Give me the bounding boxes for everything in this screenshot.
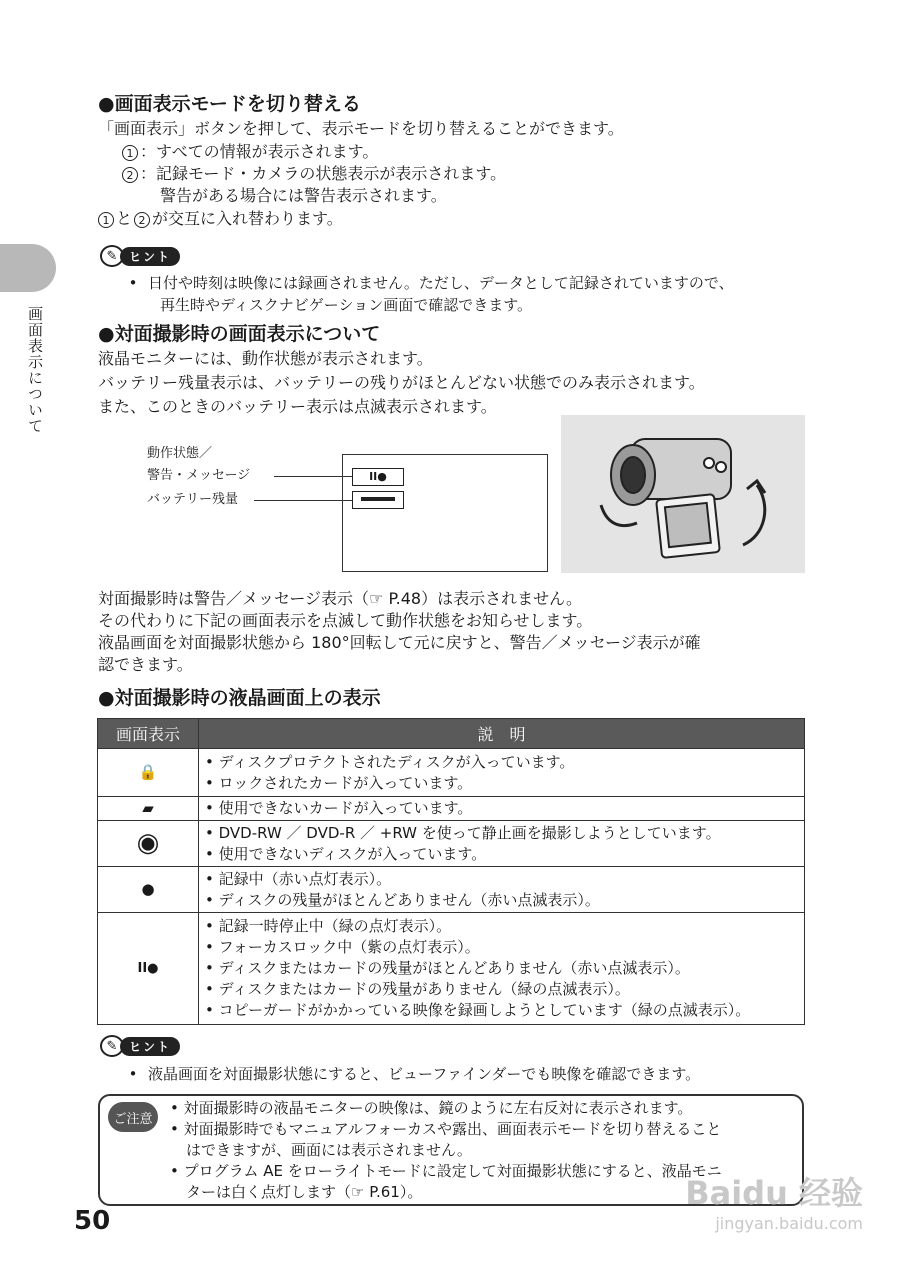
hint1-line2: 再生時やディスクナビゲーション画面で確認できます。 (160, 296, 533, 314)
table-row (98, 913, 805, 1025)
section2b-p3a: 液晶画面を対面撮影状態から 180°回転して元に戻すと、警告／メッセージ表示が確 (98, 633, 701, 652)
description-line: • 記録中（赤い点灯表示）。 (205, 869, 392, 888)
description-cell (199, 867, 805, 913)
hint-text: 日付や時刻は映像には録画されません。ただし、データとして記録されていますので、 (148, 274, 734, 292)
caution-line3-cont (186, 1182, 422, 1203)
circled-number: 2 (134, 212, 150, 228)
display-description-table (97, 718, 805, 1025)
caution-badge: ご注意 (108, 1102, 158, 1132)
column-header-display: 画面表示 (98, 719, 199, 749)
pencil-icon: ✎ (100, 245, 124, 267)
hint-text: 液晶画面を対面撮影状態にすると、ビューファインダーでも映像を確認できます。 (148, 1065, 701, 1083)
table-row (98, 749, 805, 797)
leader-line (274, 476, 352, 477)
item-text: ：記録モード・カメラの状態表示が表示されます。 (140, 164, 507, 183)
bullet-icon: • (128, 274, 138, 292)
caution-line2-cont: はできますが、画面には表示されません。 (186, 1141, 472, 1159)
record-icon: ● (98, 867, 199, 913)
caution-line3: • プログラム AE をローライトモードに設定して対面撮影状態にすると、液晶モニ (170, 1162, 722, 1180)
page-reference: P.48 (388, 589, 422, 608)
section1-item2 (120, 163, 506, 185)
table-row (98, 867, 805, 913)
text: ）は表示されません。 (421, 589, 583, 608)
section2b-p1 (98, 588, 582, 610)
description-cell (199, 749, 805, 797)
hint-badge (100, 1035, 180, 1057)
description-line: • ディスクまたはカードの残量がありません（緑の点滅表示）。 (205, 980, 630, 998)
section1-heading: ●画面表示モードを切り替える (98, 93, 361, 115)
camcorder-illustration (561, 415, 805, 573)
text: ）。 (399, 1183, 423, 1201)
hint1-line1 (118, 273, 734, 294)
pause-record-icon: II● (98, 913, 199, 1025)
description-line: • 使用できないディスクが入っています。 (205, 844, 487, 863)
description-line: • フォーカスロック中（紫の点灯表示）。 (205, 938, 480, 956)
page-reference: P.61 (369, 1183, 400, 1201)
item-text: ：すべての情報が表示されます。 (140, 142, 379, 161)
description-line: • DVD-RW ／ DVD-R ／ +RW を使って静止画を撮影しようとしています。 (205, 823, 721, 842)
hint-label: ヒント (120, 247, 180, 266)
side-tab-marker (0, 244, 56, 292)
table-header-row (98, 719, 805, 749)
circled-number: 1 (122, 145, 138, 161)
text: ターは白く点灯します（ (186, 1183, 352, 1201)
description-line: • ディスクまたはカードの残量がほとんどありません（赤い点滅表示）。 (205, 959, 690, 977)
page-reference-icon: ☞ (369, 589, 389, 608)
text: 対面撮影時は警告／メッセージ表示（ (98, 589, 370, 608)
section1-item2-cont: 警告がある場合には警告表示されます。 (160, 186, 447, 205)
section2b-p2: その代わりに下記の画面表示を点滅して動作状態をお知らせします。 (98, 611, 593, 630)
section1-item1 (120, 141, 378, 163)
diagram-label-status: 動作状態／ (147, 446, 213, 461)
description-cell (199, 913, 805, 1025)
section2-heading: ●対面撮影時の画面表示について (98, 323, 381, 345)
section1-intro: 「画面表示」ボタンを押して、表示モードを切り替えることができます。 (98, 119, 624, 138)
description-line: • ロックされたカードが入っています。 (205, 773, 473, 792)
watermark-url: jingyan.baidu.com (715, 1214, 863, 1233)
circled-number: 2 (122, 167, 138, 183)
column-header-description: 説 明 (199, 719, 805, 749)
disc-icon: ◉ (98, 821, 199, 867)
card-icon: ▰ (98, 797, 199, 821)
description-line: • 使用できないカードが入っています。 (205, 799, 473, 817)
watermark-logo: Baidu 经验 (685, 1174, 863, 1212)
page-reference-icon: ☞ (351, 1183, 370, 1201)
section2-p2: バッテリー残量表示は、バッテリーの残りがほとんどない状態でのみ表示されます。 (98, 373, 705, 392)
hint2-line1 (118, 1064, 700, 1085)
battery-icon (352, 491, 404, 509)
lock-icon: 🔒 (98, 749, 199, 797)
section1-alternate (96, 208, 343, 230)
diagram-label-battery: バッテリー残量 (147, 492, 239, 507)
status-indicator-icon: II● (352, 468, 404, 486)
bullet-icon: • (128, 1065, 138, 1083)
leader-line (254, 500, 352, 501)
pencil-icon: ✎ (100, 1035, 124, 1057)
text: と (116, 209, 133, 228)
circled-number: 1 (98, 212, 114, 228)
caution-line2: • 対面撮影時でもマニュアルフォーカスや露出、画面表示モードを切り替えること (170, 1120, 722, 1138)
table-row (98, 821, 805, 867)
description-line: • 記録一時停止中（緑の点灯表示）。 (205, 917, 452, 935)
description-line: • ディスクの残量がほとんどありません（赤い点滅表示）。 (205, 890, 600, 909)
page-number: 50 (74, 1206, 111, 1236)
side-tab-label: 画面表示について (26, 306, 44, 434)
section2-p1: 液晶モニターには、動作状態が表示されます。 (98, 349, 433, 368)
text: が交互に入れ替わります。 (152, 209, 343, 228)
description-cell (199, 821, 805, 867)
caution-line1: • 対面撮影時の液晶モニターの映像は、鏡のように左右反対に表示されます。 (170, 1099, 693, 1117)
diagram-label-warning: 警告・メッセージ (147, 468, 251, 483)
hint-badge (100, 245, 180, 267)
description-cell (199, 797, 805, 821)
description-line: • ディスクプロテクトされたディスクが入っています。 (205, 752, 575, 771)
section3-heading: ●対面撮影時の液晶画面上の表示 (98, 687, 381, 709)
description-line: • コピーガードがかかっている映像を録画しようとしています（緑の点滅表示）。 (205, 1001, 751, 1019)
section2b-p3b: 認できます。 (98, 655, 193, 674)
section2-p3: また、このときのバッテリー表示は点滅表示されます。 (98, 397, 497, 416)
table-row (98, 797, 805, 821)
hint-label: ヒント (120, 1037, 180, 1056)
